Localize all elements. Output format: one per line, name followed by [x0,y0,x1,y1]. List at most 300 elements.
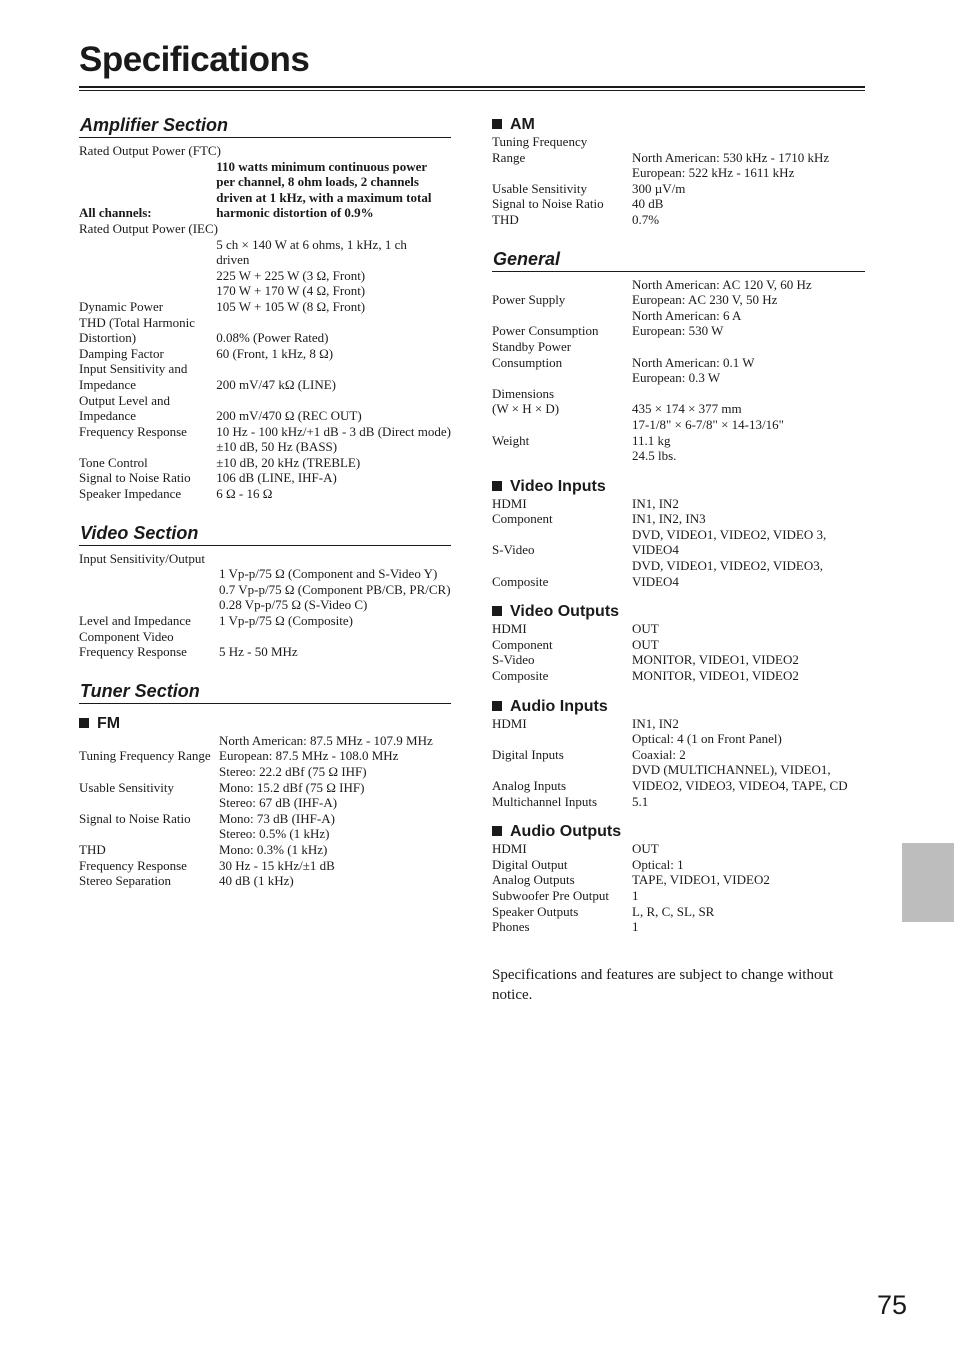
spec-label [492,794,632,810]
general-section-title: General [493,248,561,269]
spec-row [79,858,451,874]
spec-value [216,470,451,486]
spec-label-line: Frequency Response [79,857,187,873]
video-outputs-table [492,621,865,683]
am-subheading [492,116,865,134]
spec-label-line: Impedance [79,376,137,392]
spec-label [492,134,632,165]
spec-row [492,794,865,810]
square-bullet-icon [492,481,502,491]
spec-value-line: OUT [632,841,659,857]
spec-value [632,716,865,732]
spec-value-line: European: AC 230 V, 50 Hz [632,292,778,308]
spec-value-line: North American: 6 A [632,307,742,323]
spec-label-line: Power Supply [492,292,566,308]
spacer [492,589,865,603]
spec-label-line: All channels: [79,205,152,221]
tuner-section-title: Tuner Section [80,680,200,701]
spec-value-line: 225 W + 225 W (3 Ω, Front) [216,267,366,283]
spec-row [492,652,865,668]
spec-value-line: IN1, IN2, IN3 [632,511,706,527]
square-bullet-icon [492,119,502,129]
spec-row [492,277,865,308]
spec-value-line: 6 Ω - 16 Ω [216,486,273,502]
spec-label [492,196,632,212]
spec-label [79,143,451,159]
spec-row [79,873,451,889]
spec-label [492,637,632,653]
spec-label-line: Signal to Noise Ratio [79,470,191,486]
spec-value [216,346,451,362]
spec-row [492,165,865,181]
spec-row [79,221,451,237]
spec-row [492,134,865,165]
video-section-title: Video Section [80,522,199,543]
spec-label [492,621,632,637]
spec-label-line: Digital Output [492,856,568,872]
spec-row [492,637,865,653]
spec-value [219,764,451,795]
spec-value-line: 0.28 Vp-p/75 Ω (S-Video C) [219,597,368,613]
spec-row [492,308,865,339]
amplifier-section-title: Amplifier Section [80,115,229,135]
spec-value [632,637,865,653]
square-bullet-icon [492,826,502,836]
spec-row [492,339,865,370]
spec-value [632,277,865,308]
spec-label [79,629,219,660]
spec-label-line: HDMI [492,621,527,637]
spec-label [79,764,219,795]
am-spec-table [492,134,865,228]
spec-label [492,181,632,197]
spec-value-line: 1 [632,919,639,935]
spec-label-line: HDMI [492,841,527,857]
spec-value-line: Optical: 4 (1 on Front Panel) [632,731,782,747]
spec-label [492,558,632,589]
title-rule [79,86,865,88]
spec-value-line: 10 Hz - 100 kHz/+1 dB - 3 dB (Direct mode) [216,423,451,439]
spec-row [79,795,451,826]
spec-label-line: S-Video [492,652,535,668]
spec-value-line: 0.7% [632,211,660,227]
spec-label [492,496,632,512]
change-notice: Specifications and features are subject to change without notice. [492,966,834,1003]
spec-label-line: Dynamic Power [79,298,164,314]
spec-value-line: 200 mV/47 kΩ (LINE) [216,376,336,392]
spec-label-line: Digital Inputs [492,746,564,762]
spec-label-line: Frequency Response [79,423,187,439]
spec-label-line: Signal to Noise Ratio [492,196,604,212]
spec-label [492,165,632,181]
spec-value [216,268,451,315]
spec-label [492,386,632,417]
spec-label-line: HDMI [492,495,527,511]
spec-label [79,566,219,628]
spec-row [492,762,865,793]
spec-label-line: Range [492,149,526,165]
spec-label [79,346,216,362]
spec-label [492,888,632,904]
fm-spec-table [79,733,451,889]
spec-row [492,857,865,873]
spec-label [492,277,632,308]
spec-label-line: Impedance [79,408,137,424]
spec-value-line: Optical: 1 [632,856,684,872]
spec-label [79,159,216,221]
spec-row [79,315,451,346]
spec-value-line: L, R, C, SL, SR [632,903,715,919]
spec-value [632,339,865,370]
side-thumb-tab [902,843,954,922]
spec-label [492,511,632,527]
spec-row [492,370,865,386]
section-rule [79,545,451,546]
spec-label-line: S-Video [492,542,535,558]
spec-row [492,888,865,904]
audio-inputs-table [492,716,865,810]
spec-label-line: THD [492,211,519,227]
spec-label-line: Dimensions [492,385,555,401]
spec-label-line: THD [79,841,106,857]
spec-value-line: VIDEO4 [632,542,679,558]
spec-value [632,212,865,228]
spec-row [492,558,865,589]
spec-label-line: Stereo Separation [79,873,172,889]
spacer [79,660,451,678]
spec-row [79,566,451,628]
spec-label-line: Standby Power [492,338,572,354]
spec-value [216,315,451,346]
spec-label-line: Composite [492,668,549,684]
spec-value-line: 1 [632,887,639,903]
spec-label [79,486,216,502]
spec-value [219,873,451,889]
spec-row [492,872,865,888]
spec-value [219,566,451,628]
video-spec-table [79,551,451,660]
spec-label [492,308,632,339]
spec-row [79,470,451,486]
spec-value-line: DVD, VIDEO1, VIDEO2, VIDEO3, [632,558,824,574]
spec-label-line: Component Video [79,628,174,644]
section-rule [79,137,451,138]
spec-value-line: North American: AC 120 V, 60 Hz [632,276,812,292]
spec-label [79,361,216,392]
spec-value-line: 11.1 kg [632,432,671,448]
spec-value [632,433,865,449]
spec-row [79,393,451,424]
spacer [492,228,865,246]
spec-label-line: (W × H × D) [492,401,560,417]
page-number: 75 [876,1290,907,1320]
spacer [492,464,865,478]
spec-label-line: Output Level and [79,392,170,408]
spec-label [79,393,216,424]
spec-label [492,527,632,558]
spec-row [492,433,865,449]
audio-inputs-subheading [492,698,865,716]
spec-label-line: Speaker Impedance [79,486,182,502]
spec-label-line: HDMI [492,715,527,731]
spec-value-line: Mono: 73 dB (IHF-A) [219,810,335,826]
spec-value [632,872,865,888]
spec-value-line: Coaxial: 2 [632,746,686,762]
spec-value [216,424,451,440]
spec-value [216,159,451,221]
spec-value [632,762,865,793]
spec-row [492,904,865,920]
spec-value-line: IN1, IN2 [632,715,679,731]
spec-label [492,872,632,888]
page-title: Specifications [79,40,310,79]
spec-label [79,795,219,826]
spec-value [632,181,865,197]
spec-value-line: ±10 dB, 50 Hz (BASS) [216,439,338,455]
general-spec-table [492,277,865,464]
spec-value-line: per channel, 8 ohm loads, 2 channels [216,174,419,190]
spec-label-line: THD (Total Harmonic [79,314,196,330]
spec-value [632,888,865,904]
spec-value [216,439,451,470]
spec-value [216,237,451,268]
spec-value-line: 40 dB [632,196,664,212]
spec-label [492,919,632,935]
spec-value [632,841,865,857]
spec-label [79,470,216,486]
spec-row [492,841,865,857]
spec-label [492,433,632,449]
spec-value-line: 5.1 [632,793,649,809]
audio-outputs-label: Audio Outputs [510,823,622,841]
spec-label-line: Analog Outputs [492,872,575,888]
spec-label-line: Usable Sensitivity [492,180,587,196]
spec-row [492,417,865,433]
spec-row [492,527,865,558]
spec-value-line: MONITOR, VIDEO1, VIDEO2 [632,668,799,684]
square-bullet-icon [79,718,89,728]
spec-value-line: 5 ch × 140 W at 6 ohms, 1 kHz, 1 ch [216,236,407,252]
spec-value-line: 110 watts minimum continuous power [216,158,428,174]
spec-label [79,221,451,237]
spec-value-line: 300 µV/m [632,180,686,196]
spec-row [492,386,865,417]
spec-label-line: Subwoofer Pre Output [492,887,609,903]
spec-row [492,181,865,197]
spec-value-line: North American: 87.5 MHz - 107.9 MHz [219,732,433,748]
spec-value-line: 60 (Front, 1 kHz, 8 Ω) [216,345,334,361]
spec-value [219,795,451,826]
spec-label-line: Tuning Frequency Range [79,748,211,764]
spec-label [492,716,632,732]
spacer [492,809,865,823]
spec-label-line: Component [492,636,553,652]
spec-value-line: 1 Vp-p/75 Ω (Component and S-Video Y) [219,566,438,582]
spec-label [79,858,219,874]
spec-value-line: DVD, VIDEO1, VIDEO2, VIDEO 3, [632,526,827,542]
spec-label-line: Tuning Frequency [492,134,588,149]
spec-label-line: Distortion) [79,330,137,346]
spec-value [219,733,451,764]
spec-value [632,904,865,920]
am-label: AM [510,116,535,133]
spec-value [632,370,865,386]
spacer [492,684,865,698]
spec-row [79,439,451,470]
spec-label-line: Multichannel Inputs [492,793,598,809]
spec-label-line: Composite [492,573,549,589]
square-bullet-icon [492,701,502,711]
spec-label-line: Level and Impedance [79,613,191,629]
spec-label [79,439,216,470]
amplifier-spec-table [79,143,451,502]
spec-value [632,527,865,558]
spec-value [216,361,451,392]
spec-value-line: 5 Hz - 50 MHz [219,644,298,660]
spec-value-line: 106 dB (LINE, IHF-A) [216,470,337,486]
video-inputs-table [492,496,865,590]
spec-label-line: Tone Control [79,454,148,470]
spec-label-line: Speaker Outputs [492,903,579,919]
spec-label [492,339,632,370]
spec-value-line: OUT [632,636,659,652]
spec-label [79,424,216,440]
spec-value-line: ±10 dB, 20 kHz (TREBLE) [216,454,361,470]
spec-row [79,551,451,567]
spec-value-line: IN1, IN2 [632,495,679,511]
spec-label-line: Rated Output Power (IEC) [79,220,219,236]
spec-label [492,212,632,228]
spec-value-line: North American: 530 kHz - 1710 kHz [632,149,830,165]
spec-label [79,551,451,567]
spec-row [492,496,865,512]
spec-label-line: Usable Sensitivity [79,779,174,795]
spec-value-line: European: 522 kHz - 1611 kHz [632,165,795,181]
spec-row [79,486,451,502]
spec-value [632,731,865,762]
spec-value-line: Mono: 0.3% (1 kHz) [219,841,328,857]
spec-label-line: Input Sensitivity and [79,361,188,377]
video-outputs-subheading [492,603,865,621]
spec-value [632,308,865,339]
spec-row [79,764,451,795]
spec-row [79,733,451,764]
spec-label-line: Frequency Response [79,644,187,660]
spec-label-line: Damping Factor [79,345,164,361]
spec-value-line: 0.08% (Power Rated) [216,330,329,346]
spec-row [79,826,451,857]
spec-value-line: VIDEO4 [632,573,679,589]
spec-label-line: Analog Inputs [492,778,567,793]
spec-value [632,621,865,637]
spec-label [79,733,219,764]
spec-value-line: driven [216,252,250,268]
spec-row [79,346,451,362]
spec-row [492,621,865,637]
spec-value [632,511,865,527]
spec-row [79,143,451,159]
spec-value [216,393,451,424]
spec-label-line: Phones [492,919,530,935]
spec-label [79,873,219,889]
spec-label [492,448,632,464]
spec-row [492,212,865,228]
spec-value-line: TAPE, VIDEO1, VIDEO2 [632,872,770,888]
spec-value-line: MONITOR, VIDEO1, VIDEO2 [632,652,799,668]
spec-value [216,486,451,502]
spec-row [79,159,451,221]
section-rule [492,271,865,272]
spec-value [632,558,865,589]
right-column [492,112,865,1005]
spec-row [492,196,865,212]
spec-value-line: European: 530 W [632,323,724,339]
spec-label-line: Rated Output Power (FTC) [79,143,221,158]
spec-value-line: OUT [632,621,659,637]
spec-label [492,841,632,857]
spec-value-line: 105 W + 105 W (8 Ω, Front) [216,298,366,314]
title-rule-thin [79,90,865,91]
audio-inputs-label: Audio Inputs [510,697,608,715]
spec-label [79,826,219,857]
spec-row [79,629,451,660]
spec-label-line: Input Sensitivity/Output [79,550,206,566]
spec-value [632,386,865,417]
spec-label-line: Weight [492,432,530,448]
spec-label [79,268,216,315]
spec-value [632,448,865,464]
spec-value [632,417,865,433]
audio-outputs-subheading [492,823,865,841]
spec-value-line: European: 0.3 W [632,370,721,386]
spec-label [492,857,632,873]
spec-label [79,315,216,346]
spec-label-line: Component [492,511,553,527]
spec-row [492,448,865,464]
spec-label [492,762,632,793]
spec-value-line: 24.5 lbs. [632,448,677,464]
spec-value [632,196,865,212]
spec-row [79,424,451,440]
spec-label [79,237,216,268]
spec-row [492,668,865,684]
spec-value-line: VIDEO2, VIDEO3, VIDEO4, TAPE, CD [632,778,848,793]
spec-value-line: 200 mV/470 Ω (REC OUT) [216,408,362,424]
spec-value-line: European: 87.5 MHz - 108.0 MHz [219,748,399,764]
spec-row [492,919,865,935]
fm-subheading [79,715,451,733]
spec-value-line: driven at 1 kHz, with a maximum total [216,189,432,205]
spec-value-line: Stereo: 22.2 dBf (75 Ω IHF) [219,764,367,779]
spec-value-line: Mono: 15.2 dBf (75 Ω IHF) [219,779,365,795]
spec-label [492,904,632,920]
spec-value-line: North American: 0.1 W [632,354,755,370]
spec-row [79,268,451,315]
spec-value-line: 435 × 174 × 377 mm [632,401,742,417]
spec-row [79,361,451,392]
spacer [79,502,451,520]
spec-row [492,511,865,527]
section-rule [79,703,451,704]
square-bullet-icon [492,606,502,616]
spec-label-line: Power Consumption [492,323,599,339]
video-outputs-label: Video Outputs [510,603,620,621]
spec-label-line: Signal to Noise Ratio [79,810,191,826]
spec-value-line: 40 dB (1 kHz) [219,873,294,889]
spec-label [492,652,632,668]
spec-value-line: DVD (MULTICHANNEL), VIDEO1, [632,762,831,778]
fm-label: FM [97,714,121,732]
